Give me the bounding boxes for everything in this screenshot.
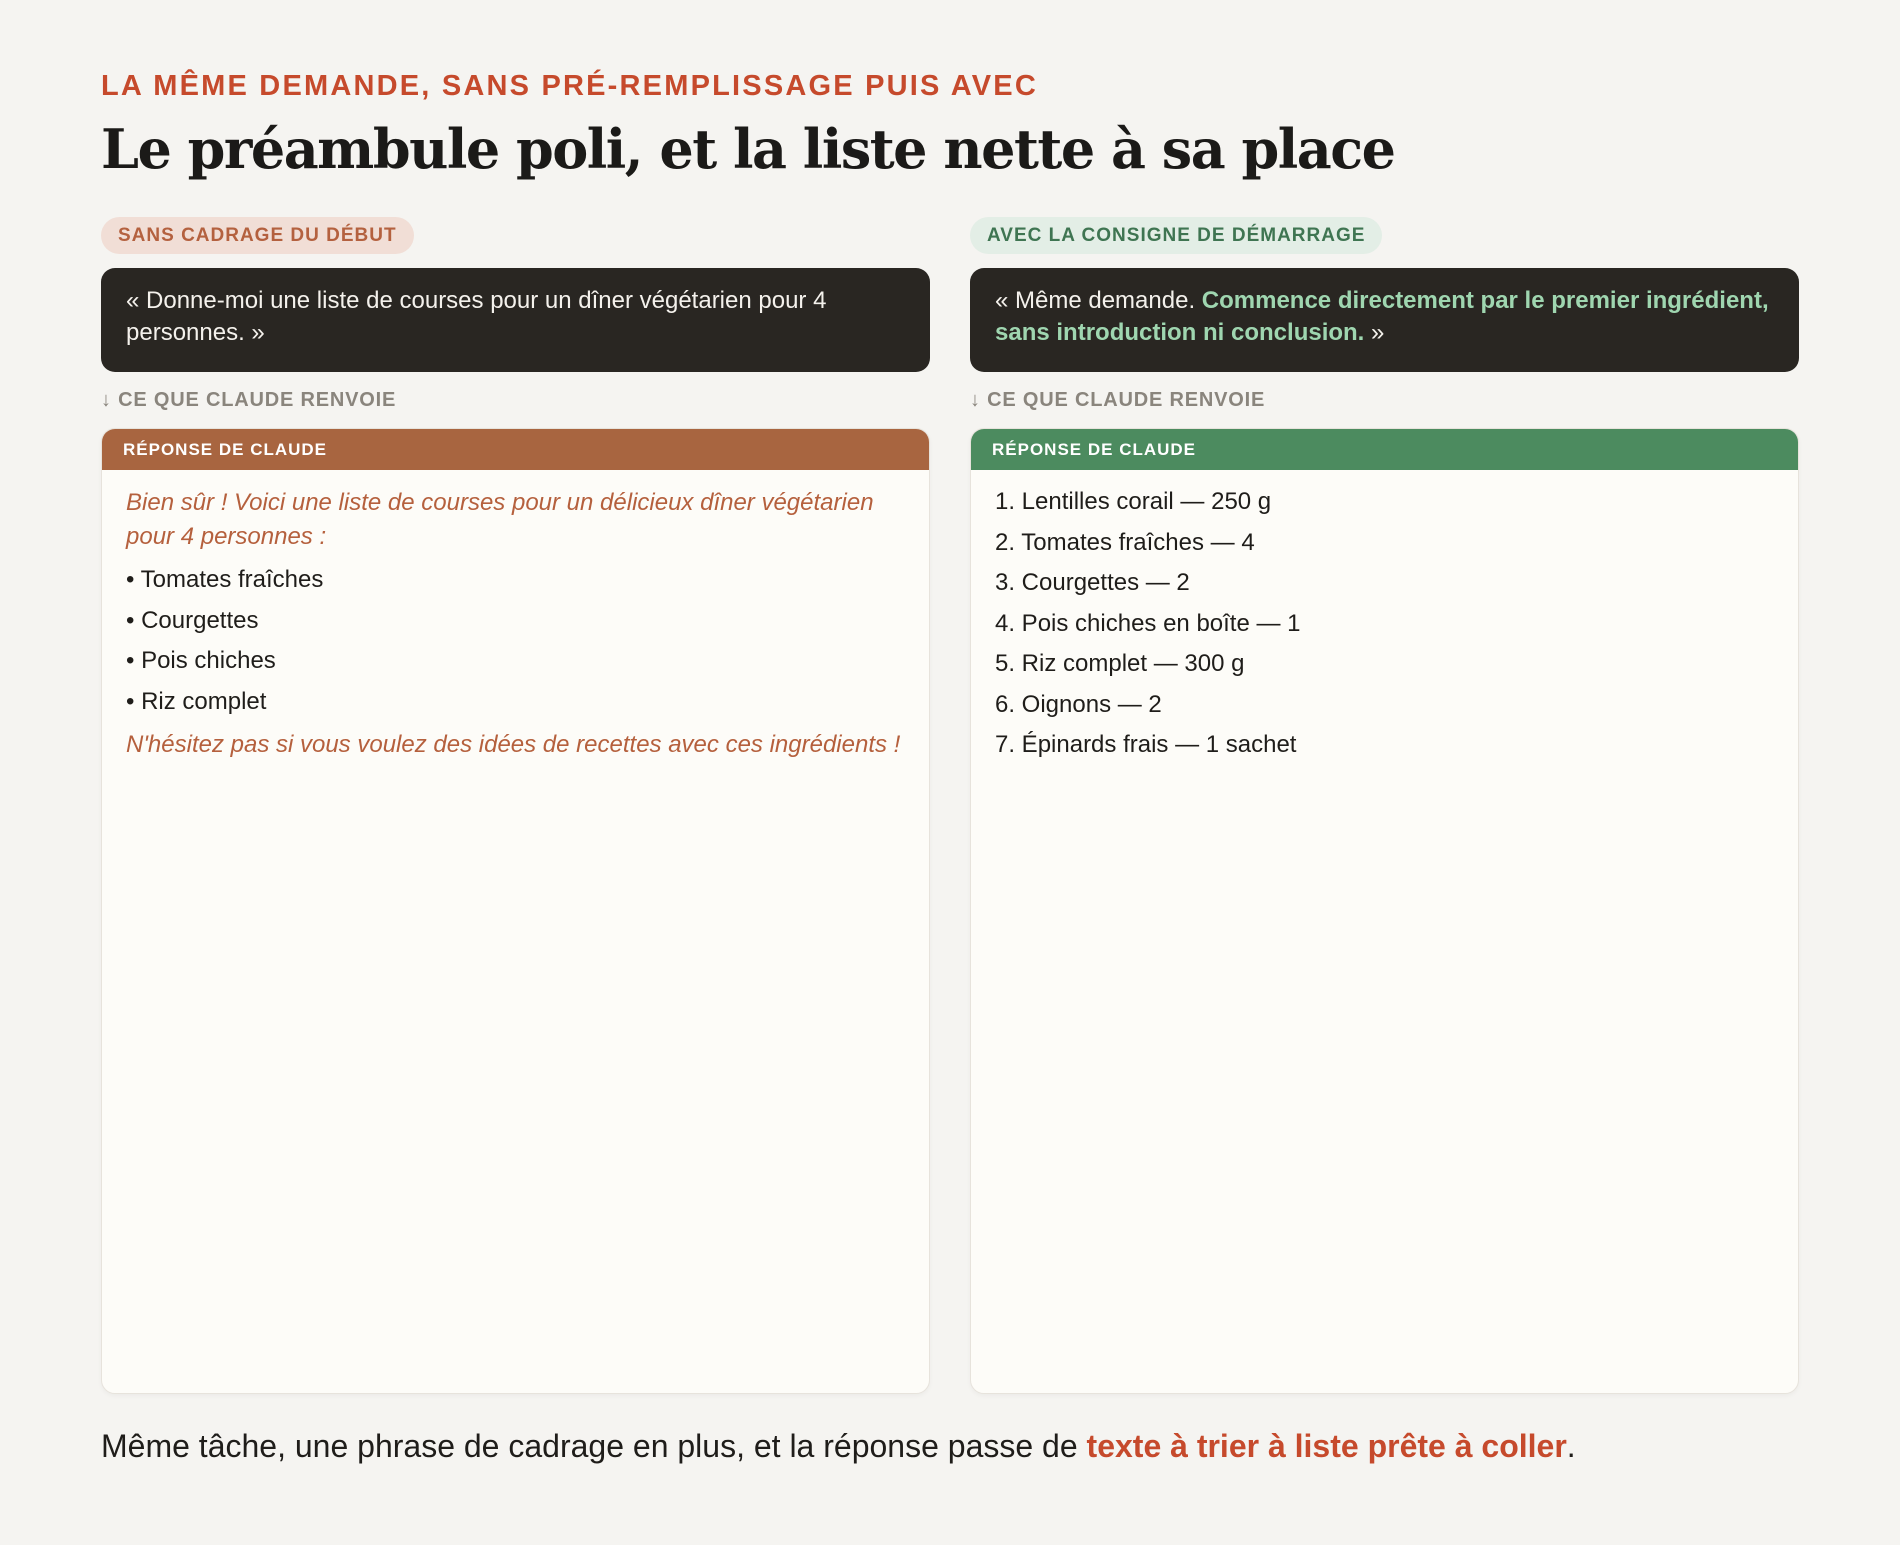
numbered-list (995, 482, 1774, 766)
prompt-start: « Même demande. (995, 287, 1202, 314)
footer-text-start: Même tâche, une phrase de cadrage en plus, et la réponse passe de (101, 1428, 1087, 1464)
list-item: 5. Riz complet — 300 g (995, 650, 1245, 677)
returns-label-left: ↓ CE QUE CLAUDE RENVOIE (101, 389, 397, 411)
page-title: Le préambule poli, et la liste nette à sa place (101, 117, 1395, 181)
list-item: 3. Courgettes — 2 (995, 569, 1190, 596)
list-item: 4. Pois chiches en boîte — 1 (995, 609, 1301, 637)
response-body-left (102, 470, 929, 762)
comparison-columns (101, 217, 1799, 1394)
footer-caption (101, 1424, 1576, 1468)
list-item: • Pois chiches (126, 647, 276, 674)
badge-without-framing: SANS CADRAGE DU DÉBUT (101, 217, 414, 254)
response-card-title-left: RÉPONSE DE CLAUDE (102, 429, 929, 470)
list-item: 6. Oignons — 2 (995, 690, 1162, 718)
badge-with-framing: AVEC LA CONSIGNE DE DÉMARRAGE (970, 217, 1382, 254)
response-card-title-right: RÉPONSE DE CLAUDE (971, 429, 1798, 470)
returns-label-right: ↓ CE QUE CLAUDE RENVOIE (970, 389, 1266, 411)
response-card-right (970, 428, 1799, 1394)
response-card-left (101, 428, 930, 1394)
list-item: • Riz complet (126, 687, 267, 715)
prompt-box-left: « Donne-moi une liste de courses pour un dîner végétarien pour 4 personnes. » (101, 268, 930, 372)
list-item: 7. Épinards frais — 1 sachet (995, 731, 1297, 758)
response-outro: N'hésitez pas si vous voulez des idées de recettes avec ces ingrédients ! (126, 731, 901, 758)
prompt-highlight: Commence directement par le premier ingrédient, sans introduction ni conclusion. (995, 287, 1769, 346)
column-with-framing (970, 217, 1799, 1394)
prompt-box-right (970, 268, 1799, 372)
list-item: 1. Lentilles corail — 250 g (995, 488, 1272, 515)
response-intro: Bien sûr ! Voici une liste de courses pour un délicieux dîner végétarien pour 4 personnes : (126, 489, 874, 550)
main-content (101, 68, 1799, 182)
list-item: 2. Tomates fraîches — 4 (995, 528, 1255, 556)
list-item: • Courgettes (126, 606, 259, 634)
list-item: • Tomates fraîches (126, 566, 324, 593)
eyebrow-label: LA MÊME DEMANDE, SANS PRÉ-REMPLISSAGE PUIS AVEC (101, 70, 1038, 102)
column-without-framing (101, 217, 930, 1394)
prompt-end: » (1364, 319, 1385, 346)
bullet-list (126, 560, 905, 722)
footer-emphasis: texte à trier à liste prête à coller (1086, 1428, 1567, 1464)
footer-text-end: . (1566, 1428, 1576, 1464)
response-body-right (971, 470, 1798, 766)
